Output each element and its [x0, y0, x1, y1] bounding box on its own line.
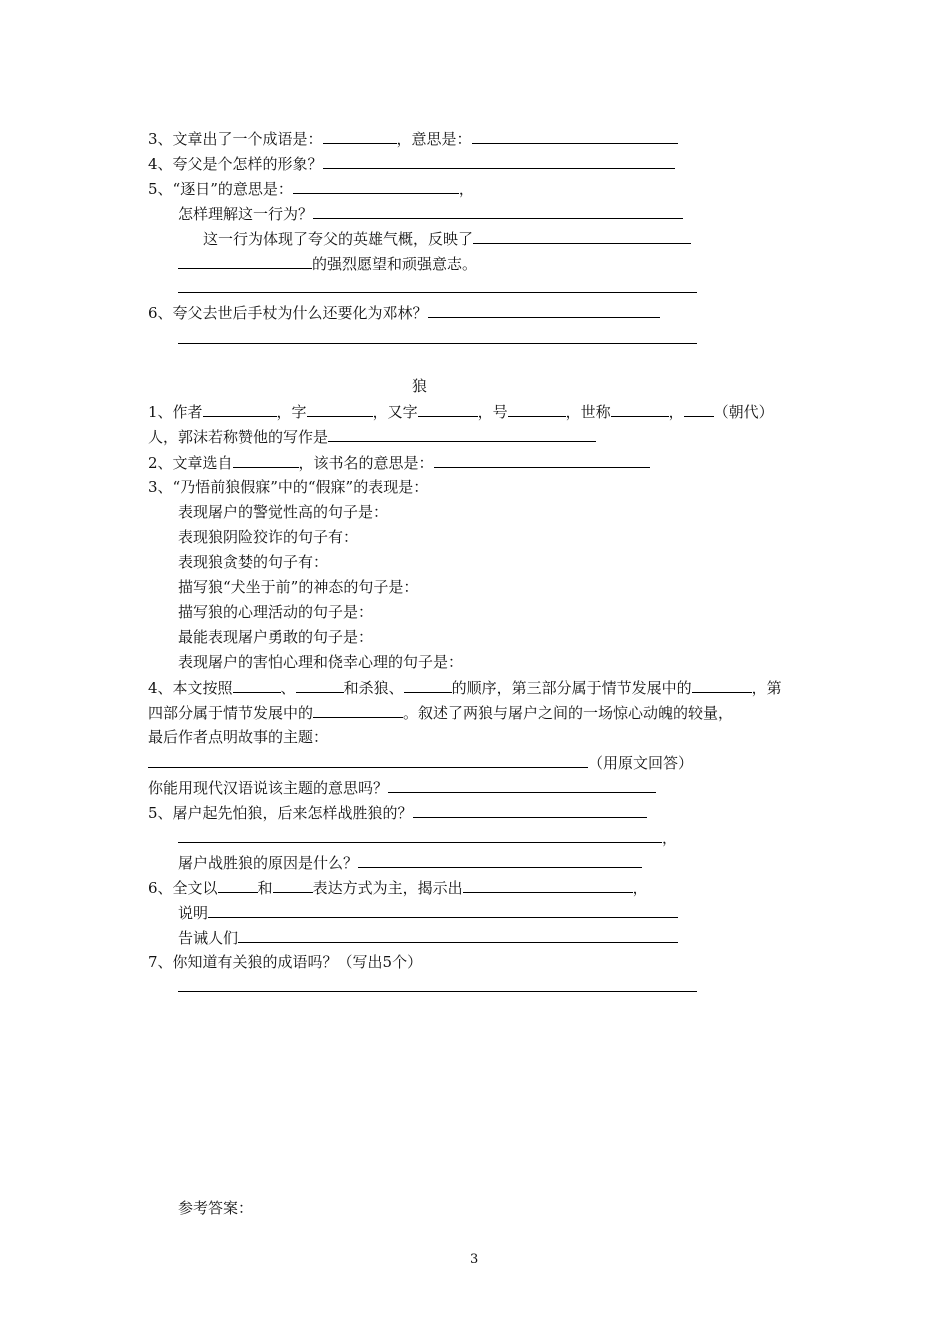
blank[interactable]: [413, 802, 647, 818]
kuafu-q5-understand: 怎样理解这一行为？: [178, 203, 683, 224]
blank[interactable]: [508, 401, 566, 417]
lang-q5: 5、屠户起先怕狼，后来怎样战胜狼的？: [148, 802, 647, 823]
lang-q2: 2、文章选自 ，该书名的意思是：: [148, 452, 650, 473]
blank[interactable]: [233, 452, 299, 468]
lang-q4-answer: （用原文回答）: [148, 752, 693, 773]
lang-q4: 4、本文按照 、 和杀狼、 的顺序，第三部分属于情节发展中的 ，第: [148, 679, 782, 697]
blank[interactable]: [388, 777, 656, 793]
lang-q1: 1、作者 ，字 ，又字 ，号 ，世称 ， （朝代）: [148, 403, 774, 421]
lang-q7: 7、你知道有关狼的成语吗？（写出5个）: [148, 953, 423, 971]
blank[interactable]: [313, 203, 683, 219]
blank[interactable]: [434, 452, 650, 468]
blank[interactable]: [208, 902, 678, 918]
blank[interactable]: [328, 426, 596, 442]
answer-line[interactable]: [178, 292, 697, 293]
lang-q3: 3、“乃悟前狼假寐”中的“假寐”的表现是：: [148, 478, 429, 496]
section-title: 狼: [412, 377, 428, 395]
blank[interactable]: [296, 677, 344, 693]
lang-q4-cont: 四部分属于情节发展中的 。叙述了两狼与屠户之间的一场惊心动魄的较量，: [148, 704, 734, 722]
answer-line[interactable]: [178, 343, 697, 344]
blank[interactable]: [323, 153, 675, 169]
lang-q4-modern: 你能用现代汉语说该主题的意思吗？: [148, 777, 656, 798]
blank[interactable]: [473, 228, 691, 244]
lang-q3-item: 表现狼贪婪的句子有：: [178, 553, 329, 571]
blank[interactable]: [611, 401, 669, 417]
kuafu-q5: 5、“逐日”的意思是： ，: [148, 180, 474, 198]
blank[interactable]: [178, 827, 662, 843]
blank[interactable]: [404, 677, 452, 693]
blank[interactable]: [203, 401, 277, 417]
blank[interactable]: [293, 178, 459, 194]
blank[interactable]: [428, 302, 660, 318]
lang-q3-item: 表现屠户的警觉性高的句子是：: [178, 503, 389, 521]
blank[interactable]: [472, 128, 678, 144]
kuafu-q4: 4、夸父是个怎样的形象？: [148, 153, 675, 174]
lang-q3-item: 表现屠户的害怕心理和侥幸心理的句子是：: [178, 653, 464, 671]
blank[interactable]: [148, 752, 588, 768]
blank[interactable]: [273, 877, 313, 893]
answer-line[interactable]: [178, 991, 697, 992]
blank[interactable]: [463, 877, 633, 893]
blank[interactable]: [307, 401, 373, 417]
answer-heading: 参考答案：: [178, 1199, 254, 1217]
blank[interactable]: [358, 852, 642, 868]
lang-q6-explain: 说明: [178, 902, 678, 923]
lang-q5-reason: 屠户战胜狼的原因是什么？: [178, 852, 642, 873]
lang-q3-item: 表现狼阴险狡诈的句子有：: [178, 528, 359, 546]
blank[interactable]: [684, 401, 714, 417]
kuafu-q3: 3、文章出了一个成语是： ，意思是：: [148, 128, 678, 149]
kuafu-q5-reflect: 这一行为体现了夸父的英雄气概，反映了: [203, 228, 691, 249]
lang-q6-warn: 告诫人们: [178, 927, 678, 948]
lang-q4-theme: 最后作者点明故事的主题：: [148, 728, 329, 746]
blank[interactable]: [218, 877, 258, 893]
blank[interactable]: [418, 401, 478, 417]
blank[interactable]: [238, 927, 678, 943]
blank[interactable]: [313, 702, 403, 718]
lang-q1-cont: 人，郭沫若称赞他的写作是: [148, 426, 596, 447]
lang-q3-item: 描写狼“犬坐于前”的神态的句子是：: [178, 578, 419, 596]
lang-q3-item: 最能表现屠户勇敢的句子是：: [178, 628, 374, 646]
lang-q6: 6、全文以 和 表达方式为主，揭示出 ，: [148, 879, 648, 897]
blank[interactable]: [178, 253, 312, 269]
lang-q5-cont: ，: [178, 827, 677, 848]
lang-q3-item: 描写狼的心理活动的句子是：: [178, 603, 374, 621]
page-number: 3: [470, 1252, 479, 1267]
blank[interactable]: [323, 128, 397, 144]
kuafu-q6: 6、夸父去世后手杖为什么还要化为邓林？: [148, 302, 660, 323]
blank[interactable]: [233, 677, 281, 693]
kuafu-q5-will: 的强烈愿望和顽强意志。: [178, 253, 477, 274]
blank[interactable]: [692, 677, 752, 693]
